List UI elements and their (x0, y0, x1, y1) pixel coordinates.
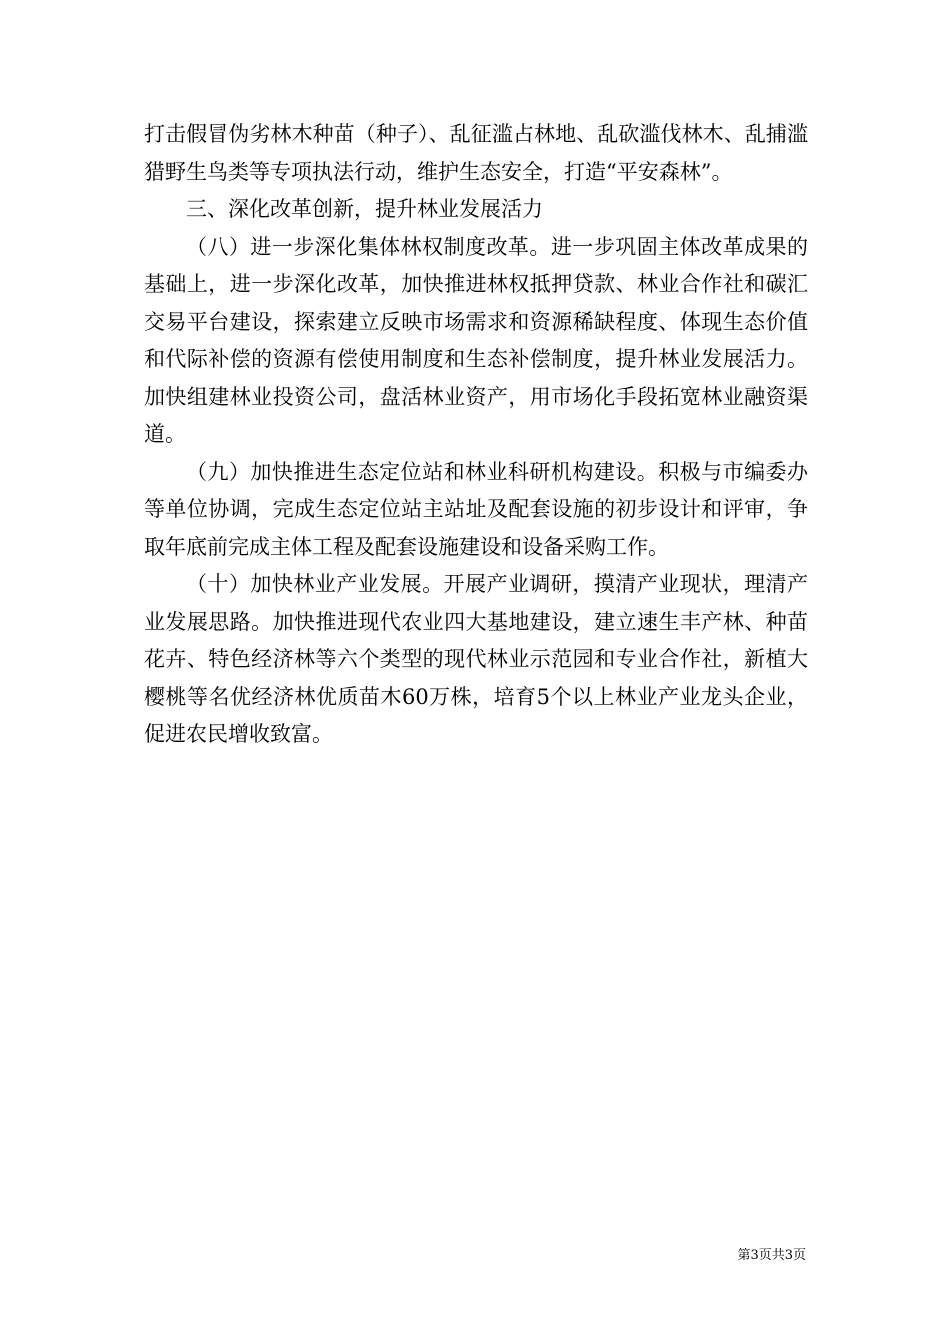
paragraph-item-8: （八）进一步深化集体林权制度改革。进一步巩固主体改革成果的基础上，进一步深化改革，加快推进林权抵押贷款、林业合作社和碳汇交易平台建设，探索建立反映市场需求和资源稀缺程度、体现生态价值和代际补偿的资源有偿使用制度和生态补偿制度，提升林业发展活力。加快组建林业投资公司，盘活林业资产，用市场化手段拓宽林业融资渠道。 (144, 234, 808, 446)
document-body (144, 116, 808, 754)
paragraph-item-10: （十）加快林业产业发展。开展产业调研，摸清产业现状，理清产业发展思路。加快推进现代农业四大基地建设，建立速生丰产林、种苗花卉、特色经济林等六个类型的现代林业示范园和专业合作社，新植大樱桃等名优经济林优质苗木60万株，培育5个以上林业产业龙头企业，促进农民增收致富。 (144, 572, 808, 746)
section-heading: 三、深化改革创新，提升林业发展活力 (186, 197, 543, 221)
paragraph-item-9: （九）加快推进生态定位站和林业科研机构建设。积极与市编委办等单位协调，完成生态定位站主站址及配套设施的初步设计和评审，争取年底前完成主体工程及配套设施建设和设备采购工作。 (144, 459, 808, 559)
page-number-footer: 第3页共3页 (737, 1248, 806, 1263)
paragraph-continuation: 打击假冒伪劣林木种苗（种子）、乱征滥占林地、乱砍滥伐林木、乱捕滥猎野生鸟类等专项执法行动，维护生态安全，打造“平安森林”。 (144, 122, 808, 184)
